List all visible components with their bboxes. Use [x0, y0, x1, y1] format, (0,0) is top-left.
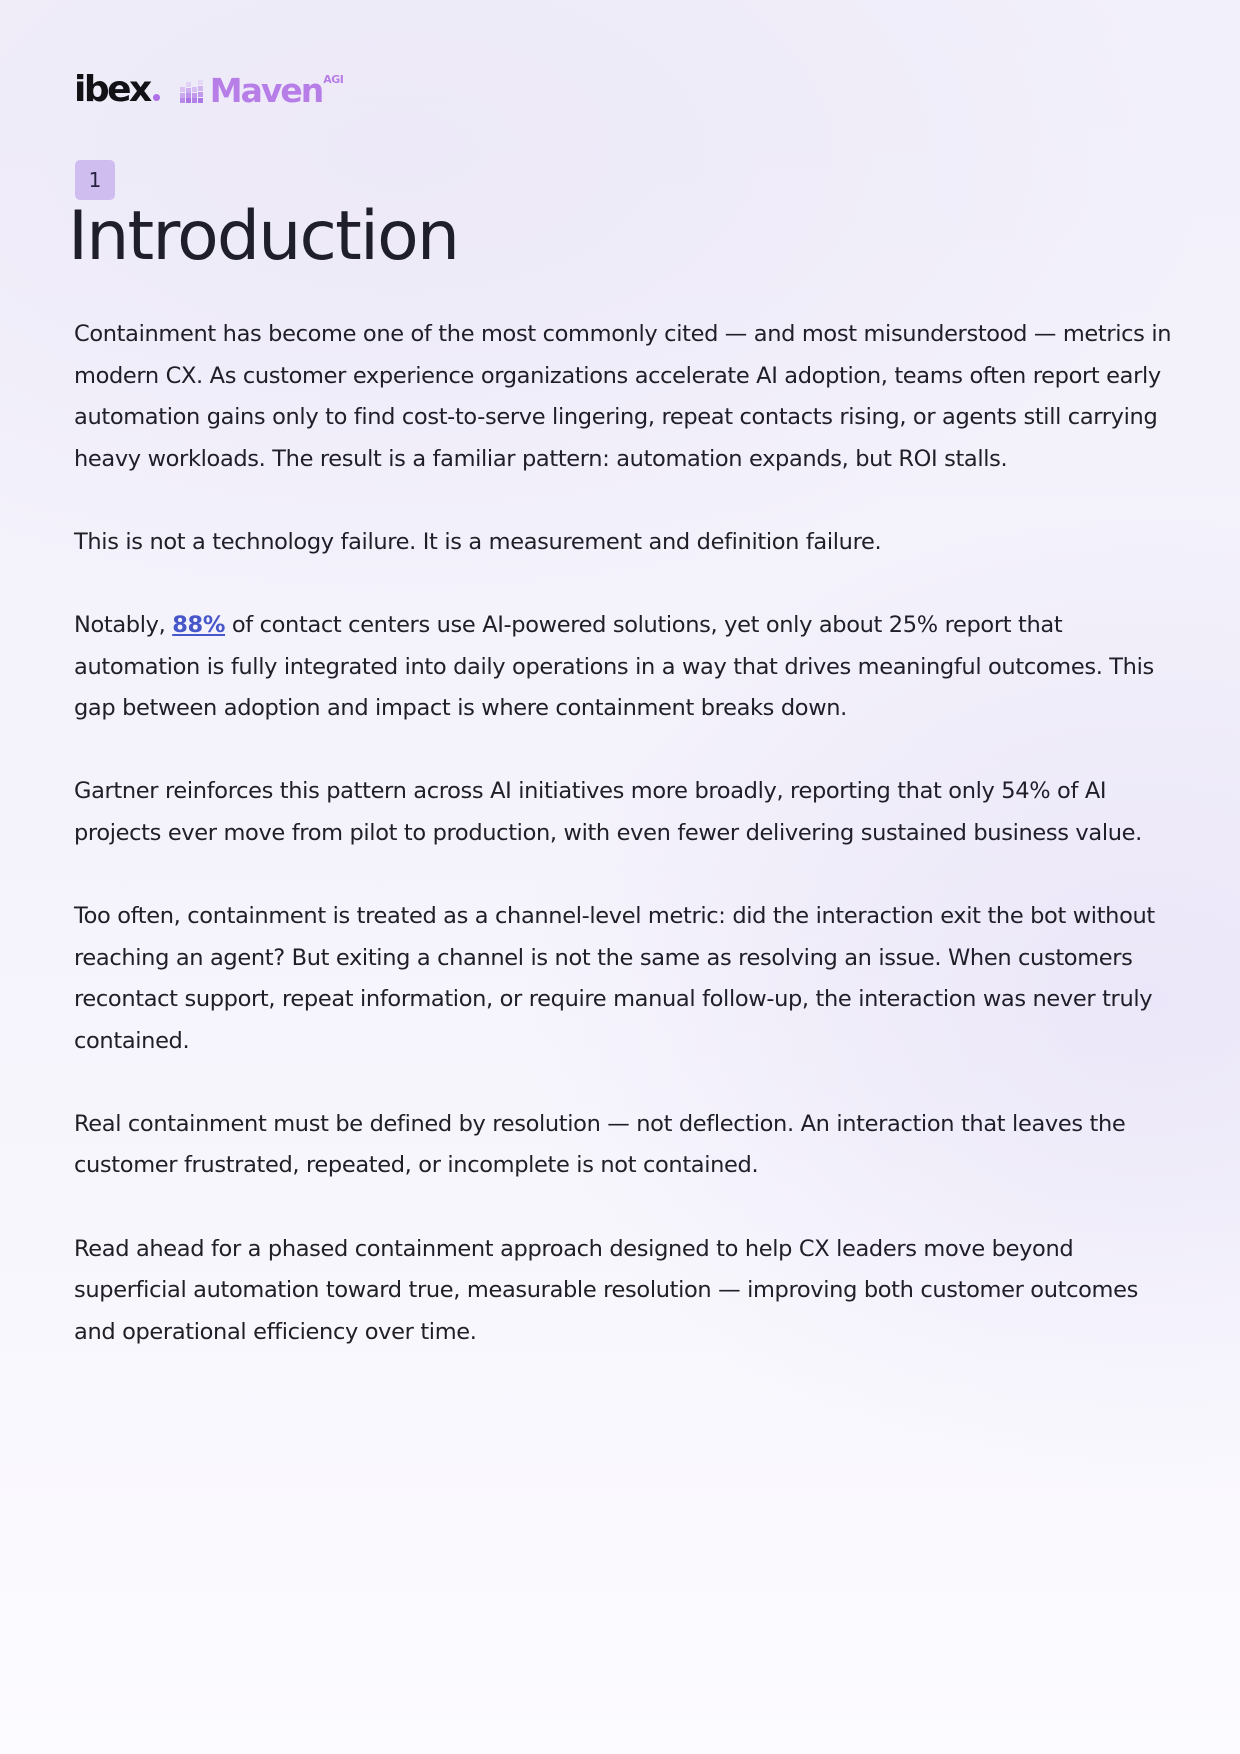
paragraph-4: Gartner reinforces this pattern across AI initiatives more broadly, reporting that only 54% of AI projects ever move from pilot to production, with even fewer delivering sustained business value. [74, 778, 1142, 846]
paragraph-5: Too often, containment is treated as a channel-level metric: did the interaction exit the bot without reaching an agent? But exiting a channel is not the same as resolving an issue. When customers recontact support, repeat information, or require manual follow-up, the interaction was never truly contained. [74, 902, 1155, 1054]
paragraph-7: Read ahead for a phased containment approach designed to help CX leaders move beyond superficial automation toward true, measurable resolution — improving both customer outcomes and operational efficiency over time. [74, 1235, 1138, 1345]
maven-logo-text: Maven [209, 70, 323, 110]
paragraph-6: Real containment must be defined by resolution — not deflection. An interaction that leaves the customer frustrated, repeated, or incomplete is not contained. [74, 1110, 1126, 1179]
paragraph-2: This is not a technology failure. It is a measurement and definition failure. [74, 528, 882, 555]
page-title: Introduction [68, 197, 459, 276]
maven-logo-superscript: AGI [323, 72, 344, 86]
paragraph-3-lead: Notably, [74, 611, 173, 638]
ibex-logo [74, 69, 160, 110]
stat-88-percent-link[interactable]: 88% [172, 611, 226, 638]
maven-agi-logo [180, 70, 344, 110]
maven-pixel-mark-icon [180, 77, 206, 103]
intro-body [74, 314, 1174, 1395]
brand-logos [74, 70, 343, 110]
paragraph-1: Containment has become one of the most commonly cited — and most misunderstood — metrics in modern CX. As customer experience organizations accelerate AI adoption, teams often report early automation gains only to find cost-to-serve lingering, repeat contacts rising, or agents still carrying heavy workloads. The result is a familiar pattern: automation expands, but ROI stalls. [74, 321, 1172, 472]
ibex-logo-dot-icon [153, 94, 160, 101]
paragraph-3 [74, 605, 1174, 730]
section-number-badge: 1 [75, 160, 115, 200]
paragraph-3-rest: of contact centers use AI-powered solutions, yet only about 25% report that automation is fully integrated into daily operations in a way that drives meaningful outcomes. This gap between adoption and impact is where containment breaks down. [74, 611, 1154, 722]
ibex-logo-text: ibex [74, 69, 150, 110]
